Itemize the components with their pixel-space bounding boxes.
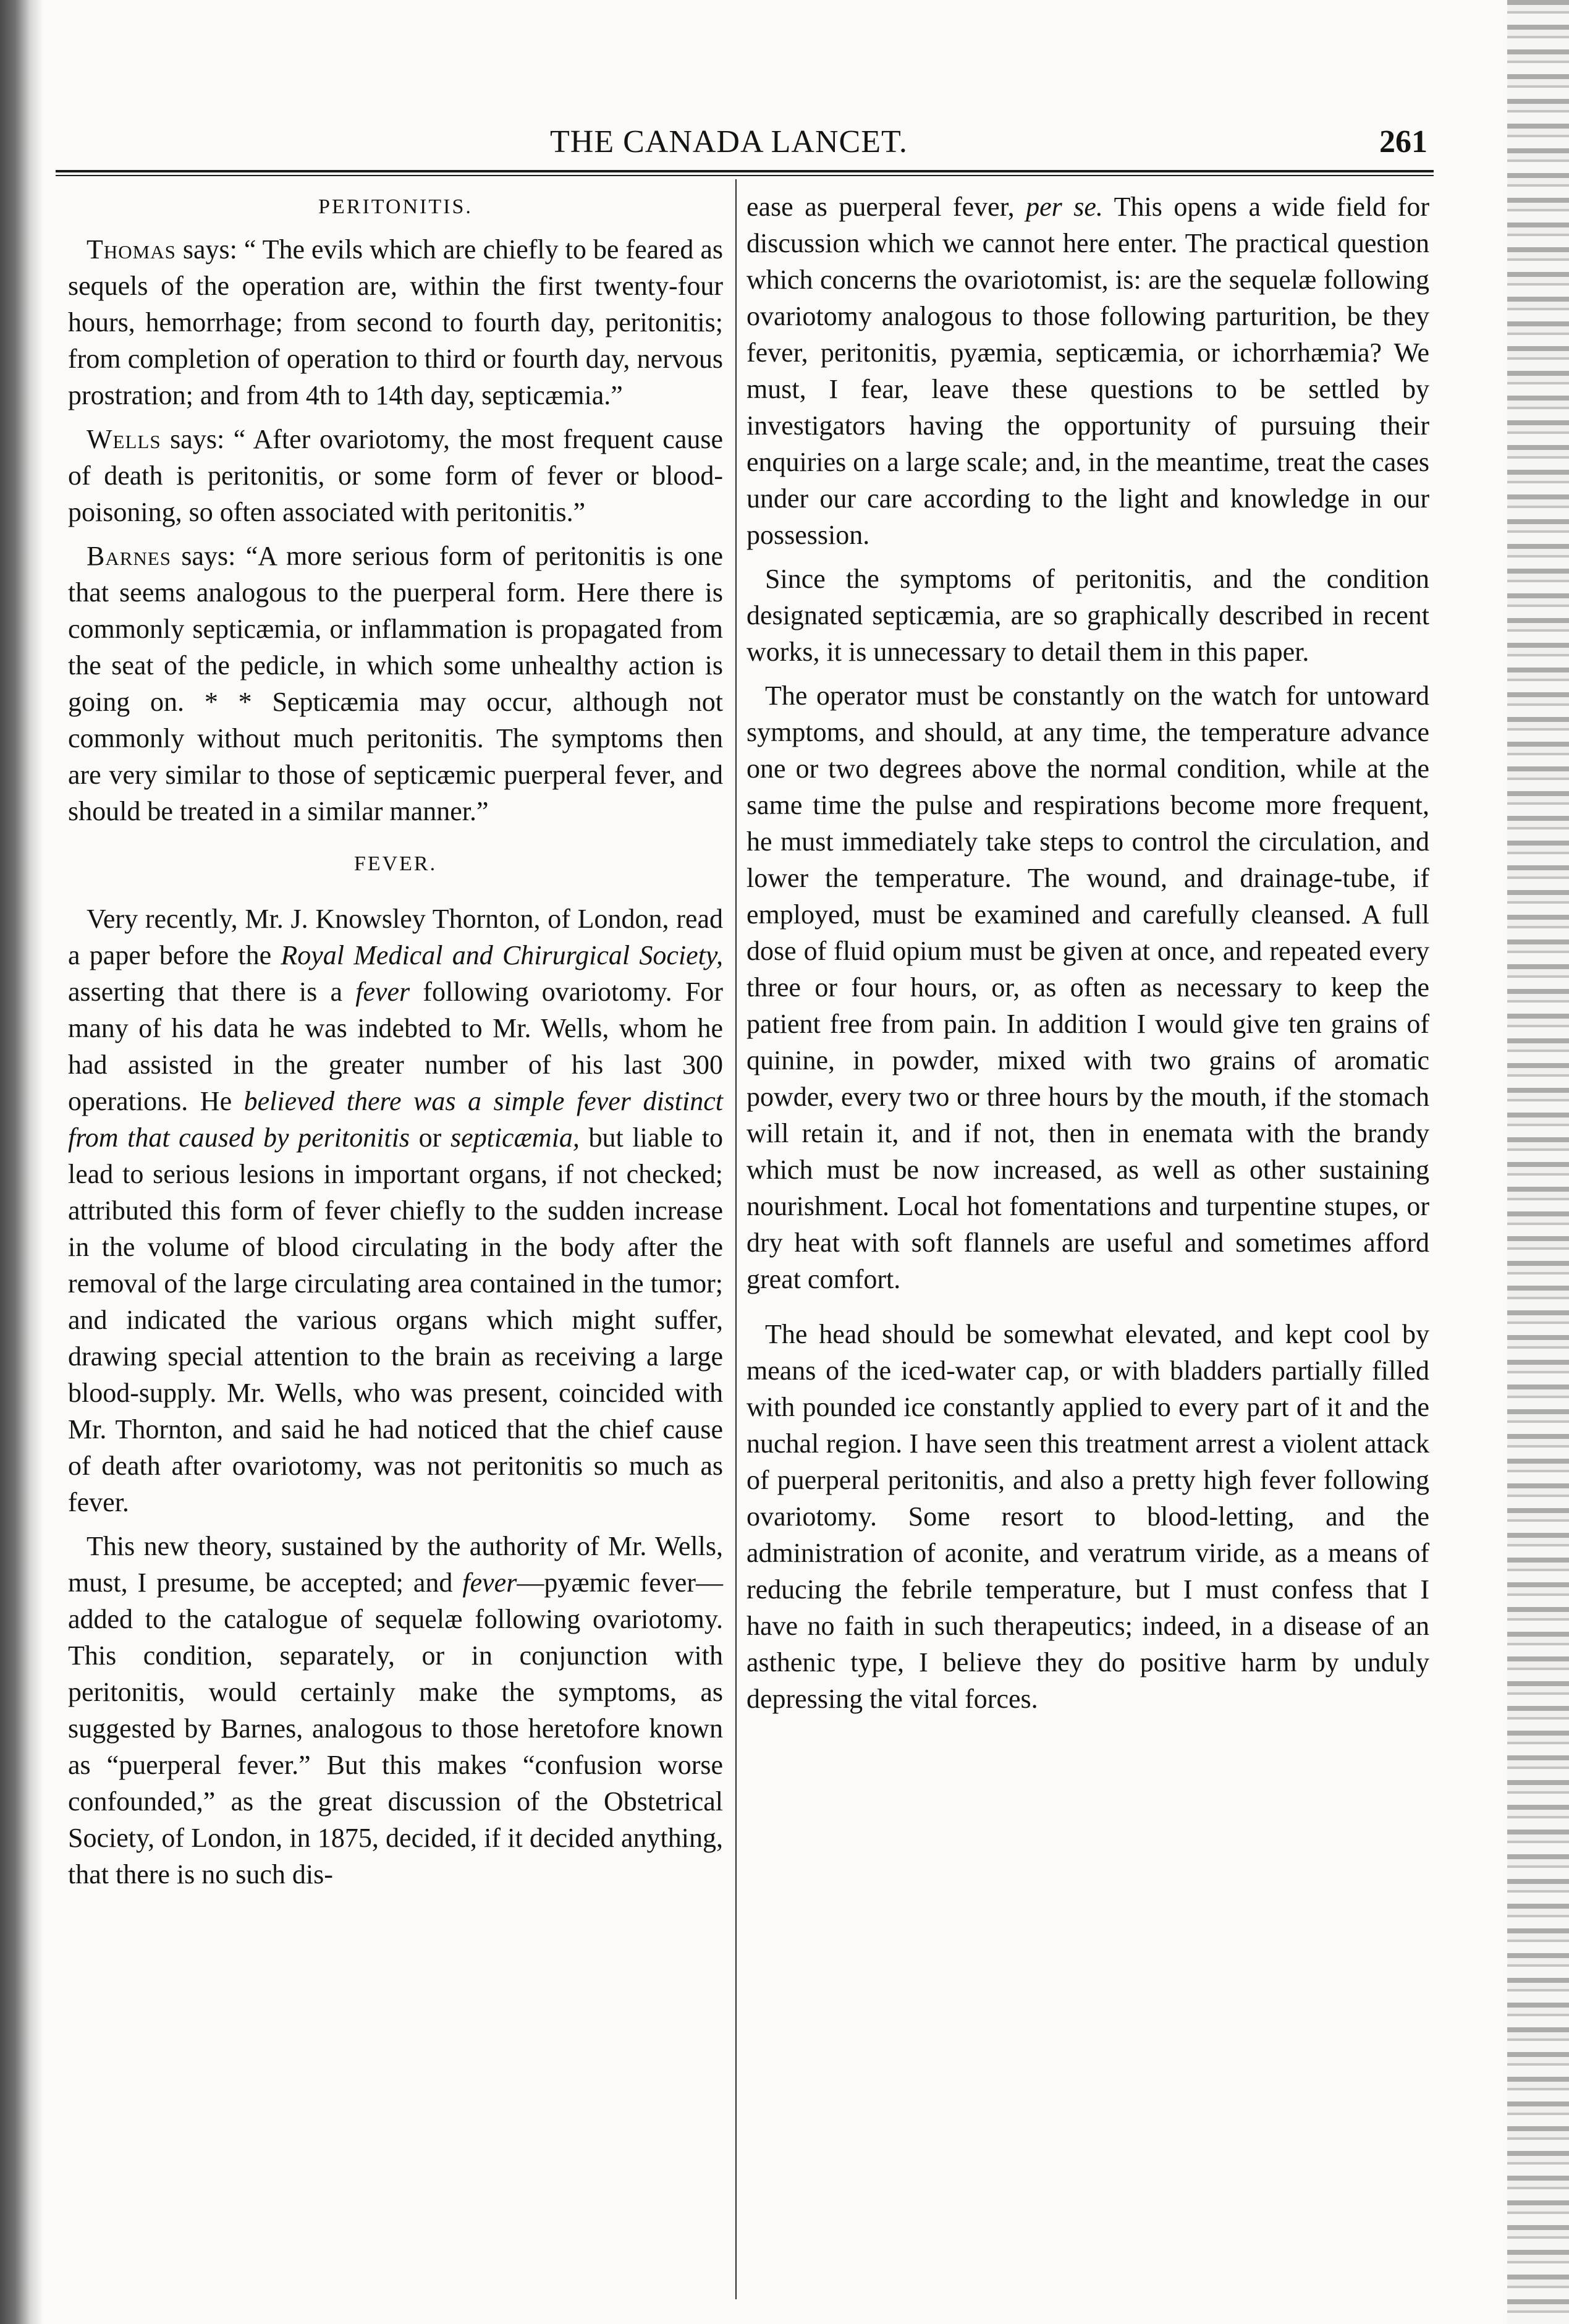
paragraph-text: says: “ The evils which are chiefly to be feared as sequels of the operation are, within the first twenty-four hours, hemorrhage; from second to fourth day, peritonitis; from completion of operation to third or fourth day, nervous prostration; and from 4th to 14th day, septicæmia.” — [68, 234, 723, 410]
text-run: Very recently, Mr. J. Knowsley Thornton, of London, read a paper before the — [68, 904, 723, 970]
page-number: 261 — [1379, 124, 1427, 159]
text-run: asserting that there is a — [68, 977, 356, 1007]
italic-term: per se. — [1026, 192, 1103, 222]
scanned-page-edge-left — [0, 0, 43, 2324]
paragraph-new-theory — [68, 1528, 723, 1893]
italic-quote: believed there was a simple fever distinct from that caused by peritonitis — [68, 1086, 723, 1153]
text-run: This opens a wide field for discussion which we cannot here enter. The practical question which concerns the ovariotomist, is: are the sequelæ following ovariotomy analogous to those following parturition, be they fever, peritonitis, pyæmia, septicæmia, or ichorrhæmia? We must, I fear, leave these questions to be settled by investigators having the opportunity of pursuing their enquiries on a large scale; and, in the meantime, treat the cases under our care according to the light and knowledge in our possession. — [746, 192, 1429, 550]
column-divider — [735, 179, 737, 2299]
society-name: Royal Medical and Chirurgical Society, — [281, 940, 723, 970]
right-column — [746, 189, 1429, 1724]
author-name: Thomas — [87, 234, 176, 265]
text-run: This new theory, sustained by the authority of Mr. Wells, must, I presume, be accepted; and — [68, 1531, 723, 1598]
text-run: ease as puerperal fever, — [746, 192, 1026, 222]
author-name: Barnes — [87, 541, 171, 571]
running-head: THE CANADA LANCET. — [550, 124, 908, 159]
paragraph-gap — [746, 1305, 1429, 1316]
header-rule — [56, 170, 1434, 172]
text-run: —pyæmic fever—added to the catalogue of sequelæ following ovariotomy. This condition, separately, or in conjunction with peritonitis, would certainly make the symptoms, as suggested by Barnes, analogous to those heretofore known as “puerperal fever.” But this makes “confusion worse confounded,” as the great discussion of the Obstetrical Society, of London, in 1875, decided, if it decided anything, that there is no such dis- — [68, 1567, 723, 1889]
italic-term: septicæmia, — [450, 1122, 580, 1153]
scanned-page-edge-right — [1507, 0, 1569, 2324]
paragraph-text: says: “A more serious form of peritonitis is one that seems analogous to the puerperal form. Here there is commonly septicæmia, or inflammation is propagated from the seat of the pedicle, in which some unhealthy action is going on. * * Septicæmia may occur, although not commonly without much peritonitis. The symptoms then are very similar to those of septicæmic puerperal fever, and should be treated in a similar manner.” — [68, 541, 723, 826]
left-column — [68, 189, 723, 1900]
paragraph-thomas — [68, 231, 723, 413]
paragraph-wells — [68, 421, 723, 530]
paragraph-head: The head should be somewhat elevated, and kept cool by means of the iced-water cap, or with bladders partially filled with pounded ice constantly applied to every part of it and the nuchal region. I have seen this treatment arrest a violent attack of puerperal peritonitis, and also a pretty high fever following ovariotomy. Some resort to blood-letting, and the administration of aconite, and veratrum viride, as a means of reducing the febrile temperature, but I must confess that I have no faith in such therapeutics; indeed, in a disease of an asthenic type, I believe they do positive harm by unduly depressing the vital forces. — [746, 1319, 1429, 1714]
paragraph-operator: The operator must be constantly on the watch for untoward symptoms, and should, at any time, the temperature advance one or two degrees above the normal condition, while at the same time the pulse and respirations become more frequent, he must immediately take steps to control the circulation, and lower the temperature. The wound, and drainage-tube, if employed, must be examined and carefully cleansed. A full dose of fluid opium must be given at once, and repeated every three or four hours, or, as often as necessary to keep the patient free from pain. In addition I would give ten grains of quinine, in powder, mixed with two grains of aromatic powder, every two or three hours by the mouth, if the stomach will retain it, and if not, then in enemata with the brandy which must be now increased, as well as other sustaining nourishment. Local hot fomentations and turpentine stupes, or dry heat with soft flannels are useful and sometimes afford great comfort. — [746, 681, 1429, 1294]
text-run: following ovariotomy. For many of his data he was indebted to Mr. Wells, whom he had assisted in the greater number of his last 300 operations. He — [68, 977, 723, 1116]
paragraph-continued — [746, 189, 1429, 553]
text-run: or — [410, 1122, 450, 1153]
text-run: but liable to lead to serious lesions in important organs, if not checked; attributed this form of fever chiefly to the sudden increase in the volume of blood circulating in the body after the removal of the large circulating area contained in the tumor; and indicated the various organs which might suffer, drawing special attention to the brain as receiving a large blood-supply. Mr. Wells, who was present, coincided with Mr. Thornton, and said he had noticed that the chief cause of death after ovariotomy, was not peritonitis so much as fever. — [68, 1122, 723, 1517]
paragraph-thornton — [68, 901, 723, 1520]
author-name: Wells — [87, 424, 161, 454]
section-heading-fever: FEVER. — [353, 852, 438, 875]
paragraph-barnes — [68, 538, 723, 829]
paragraph-symptoms: Since the symptoms of peritonitis, and the condition designated septicæmia, are so graphically described in recent works, it is unnecessary to detail them in this paper. — [746, 564, 1429, 667]
header-rule-thin — [56, 175, 1434, 176]
paragraph-text: says: “ After ovariotomy, the most frequent cause of death is peritonitis, or some form of fever or blood-poisoning, so often associated with peritonitis.” — [68, 424, 723, 527]
page-header — [56, 124, 1427, 167]
italic-term: fever — [462, 1567, 517, 1598]
italic-term: fever — [355, 977, 410, 1007]
section-heading-peritonitis: PERITONITIS. — [318, 195, 473, 218]
